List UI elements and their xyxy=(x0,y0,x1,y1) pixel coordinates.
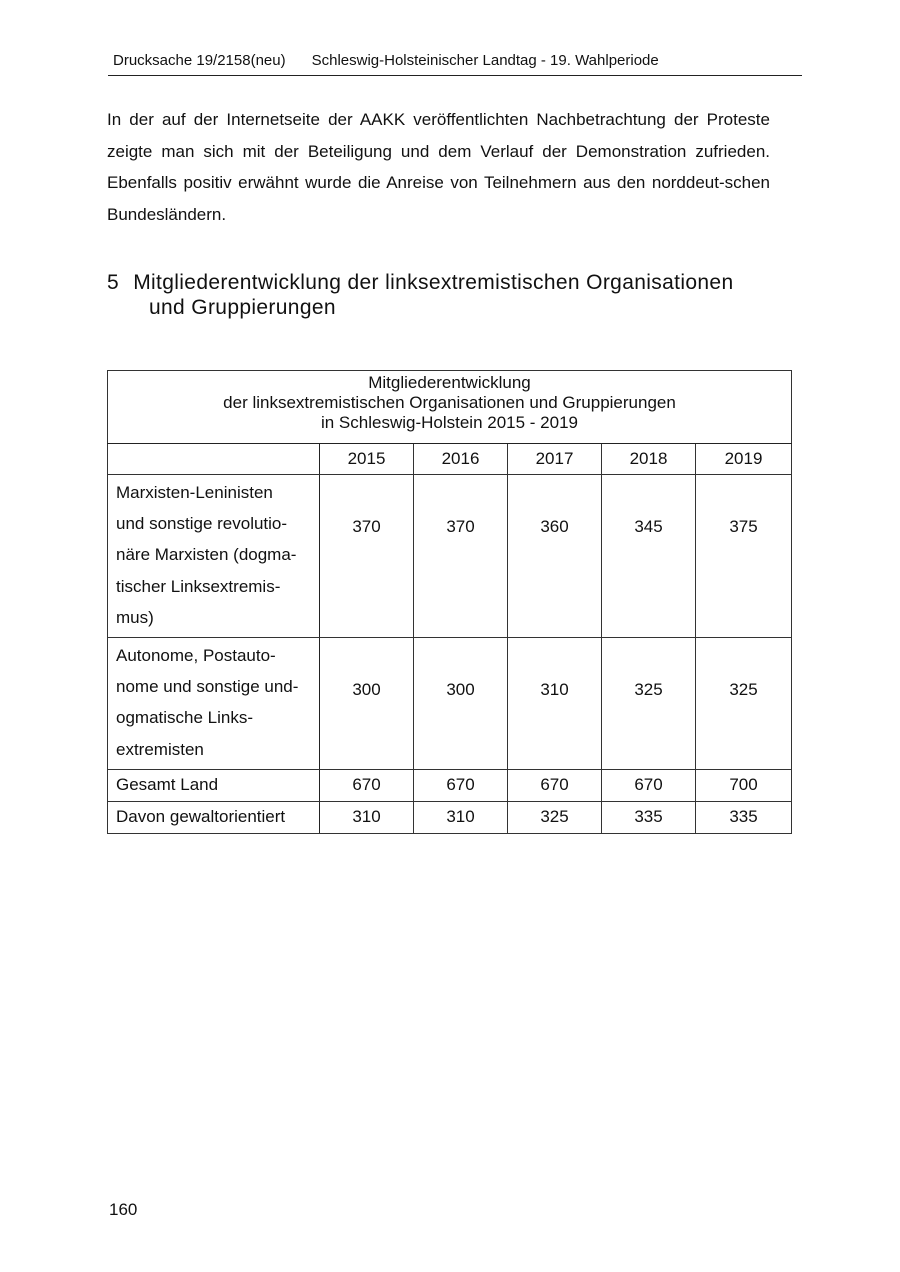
table-row xyxy=(108,769,792,801)
table-cell: 670 xyxy=(414,769,508,801)
label-line: nome und sonstige und- xyxy=(116,677,299,697)
table-caption xyxy=(108,371,792,444)
document-number: Drucksache 19/2158(neu) xyxy=(113,52,286,69)
row-label xyxy=(108,769,320,801)
row-label xyxy=(108,638,320,770)
body-paragraph: In der auf der Internetseite der AAKK veröffentlichten Nachbetrachtung der Proteste zeigte man sich mit der Beteiligung und dem Verlauf der Demonstration zufrieden. Ebenfalls positiv erwähnt wurde die Anreise von Teilnehmern aus den norddeut-schen Bundesländern. xyxy=(107,110,770,224)
year-header: 2019 xyxy=(696,444,792,475)
section-heading xyxy=(107,270,787,320)
table-cell: 310 xyxy=(508,638,602,770)
table-cell: 670 xyxy=(508,769,602,801)
label-line: mus) xyxy=(116,607,154,627)
table-cell: 370 xyxy=(414,475,508,638)
row-label xyxy=(108,801,320,833)
membership-table xyxy=(107,370,792,834)
label-line: extremisten xyxy=(116,739,204,759)
caption-line: Mitgliederentwicklung xyxy=(368,373,531,392)
label-line: Autonome, Postauto- xyxy=(116,646,276,666)
year-header: 2015 xyxy=(320,444,414,475)
section-number: 5 xyxy=(107,271,120,294)
table-cell: 670 xyxy=(602,769,696,801)
section-title-line1: Mitgliederentwicklung der linksextremistischen Organisationen xyxy=(133,271,734,294)
table-row xyxy=(108,638,792,770)
year-header-row xyxy=(108,444,792,475)
parliament-title: Schleswig-Holsteinischer Landtag - 19. Wahlperiode xyxy=(311,52,659,69)
table-cell: 700 xyxy=(696,769,792,801)
caption-line: in Schleswig-Holstein 2015 - 2019 xyxy=(320,413,579,432)
table-cell: 300 xyxy=(320,638,414,770)
table-cell: 370 xyxy=(320,475,414,638)
table-row xyxy=(108,475,792,638)
label-line: Davon gewaltorientiert xyxy=(116,806,286,826)
table-cell: 310 xyxy=(414,801,508,833)
table-cell: 670 xyxy=(320,769,414,801)
table-cell: 375 xyxy=(696,475,792,638)
table-cell: 360 xyxy=(508,475,602,638)
label-line: tischer Linksextremis- xyxy=(116,576,281,596)
year-header: 2018 xyxy=(602,444,696,475)
table-cell: 325 xyxy=(602,638,696,770)
table-cell: 335 xyxy=(602,801,696,833)
section-title-line2: und Gruppierungen xyxy=(149,296,336,319)
table-cell: 310 xyxy=(320,801,414,833)
page-header xyxy=(108,52,802,76)
table-cell: 325 xyxy=(696,638,792,770)
empty-header-cell xyxy=(108,444,320,475)
label-line: Gesamt Land xyxy=(116,774,219,794)
label-line: und sonstige revolutio- xyxy=(116,514,288,534)
label-line: Marxisten-Leninisten xyxy=(116,483,273,502)
table-cell: 345 xyxy=(602,475,696,638)
table-cell: 300 xyxy=(414,638,508,770)
row-label xyxy=(108,475,320,638)
label-line: näre Marxisten (dogma- xyxy=(116,545,297,565)
table-row xyxy=(108,801,792,833)
caption-line: der linksextremistischen Organisationen und Gruppierungen xyxy=(223,393,676,412)
table-cell: 325 xyxy=(508,801,602,833)
page-number: 160 xyxy=(109,1200,138,1219)
label-line: ogmatische Links- xyxy=(116,708,254,728)
year-header: 2016 xyxy=(414,444,508,475)
table-cell: 335 xyxy=(696,801,792,833)
year-header: 2017 xyxy=(508,444,602,475)
